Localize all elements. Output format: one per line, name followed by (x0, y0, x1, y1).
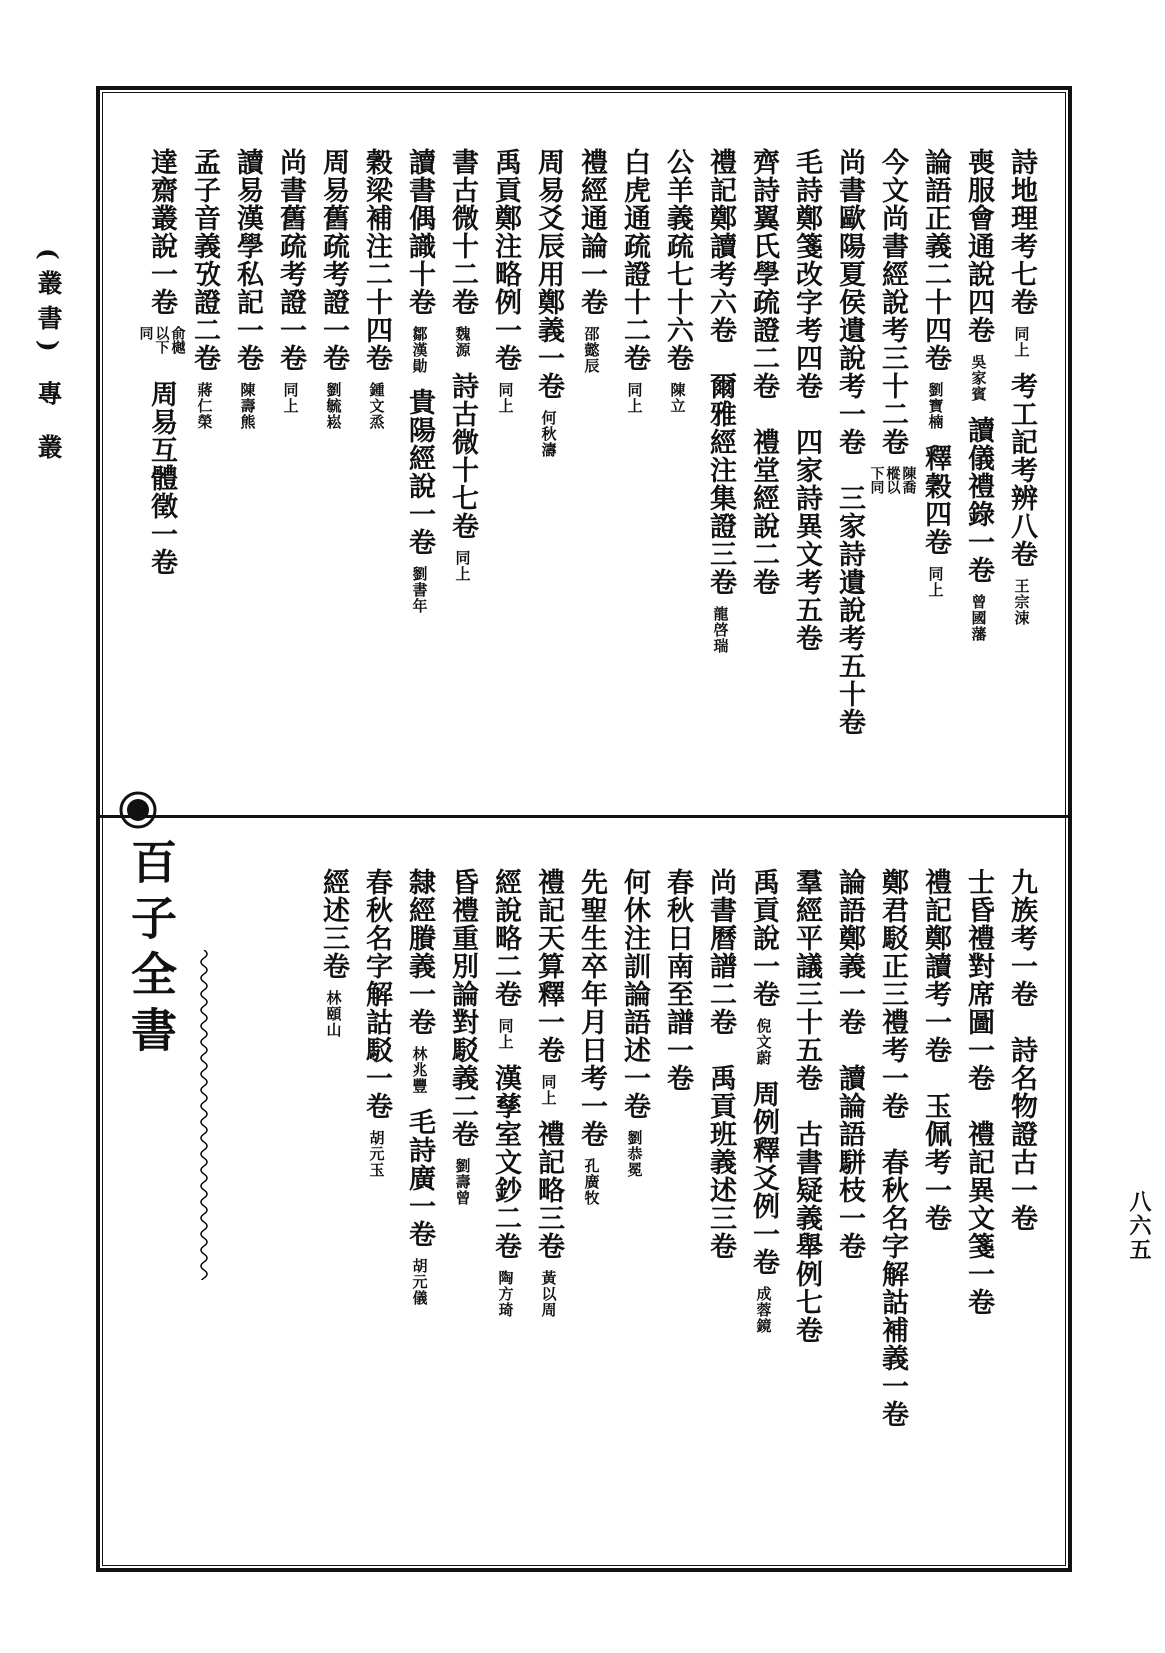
book-title: 讀書偶識十卷 (404, 148, 435, 316)
book-title: 禮經通論一卷 (576, 148, 607, 316)
entry-column (868, 148, 917, 798)
book-title: 書古微十二卷 (447, 148, 478, 316)
entry-column (957, 868, 1000, 1548)
book-title: 尚書舊疏考證一卷 (275, 148, 306, 372)
book-title: 釋穀四卷 (920, 444, 951, 556)
book-title: 禮記天算釋一卷 (533, 868, 564, 1064)
author-annotation: 劉毓崧 (324, 382, 343, 430)
book-title: 讀論語駢枝一卷 (834, 1064, 865, 1260)
author-annotation: 陳立 (668, 382, 687, 414)
author-annotation: 陳喬樅以下同 (868, 466, 917, 494)
horizontal-divider (100, 815, 1068, 818)
author-annotation: 胡元玉 (367, 1130, 386, 1178)
book-title: 先聖生卒年月日考一卷 (576, 868, 607, 1148)
book-title: 今文尚書經說考三十二卷 (877, 148, 908, 456)
entry-column (484, 868, 527, 1548)
entry-column (656, 868, 699, 1548)
book-title: 周例釋爻例一卷 (748, 1080, 779, 1276)
entry-column (312, 868, 355, 1548)
book-title: 禮記鄭讀考六卷 (705, 148, 736, 344)
entry-column (1000, 868, 1043, 1548)
author-annotation: 何秋濤 (539, 410, 558, 458)
book-title: 春秋名字解詁補義一卷 (877, 1148, 908, 1428)
entry-column (785, 148, 828, 798)
book-title: 經說略二卷 (490, 868, 521, 1008)
book-title: 論語正義二十四卷 (920, 148, 951, 372)
author-annotation: 同上 (281, 382, 300, 414)
entry-column (355, 148, 398, 798)
book-title: 漢孳室文鈔二卷 (490, 1064, 521, 1260)
book-title: 禮記略三卷 (533, 1120, 564, 1260)
book-title: 論語鄭義一卷 (834, 868, 865, 1036)
book-title: 詩地理考七卷 (1006, 148, 1037, 316)
book-title: 隸經賸義一卷 (404, 868, 435, 1036)
author-annotation: 劉寶楠 (926, 382, 945, 430)
author-annotation: 成蓉鏡 (754, 1286, 773, 1334)
entry-column (398, 868, 441, 1548)
book-title: 禹貢鄭注略例一卷 (490, 148, 521, 372)
book-title: 禹貢說一卷 (748, 868, 779, 1008)
entry-column (828, 868, 871, 1548)
entry-column (484, 148, 527, 798)
author-annotation: 蔣仁榮 (195, 382, 214, 430)
entry-column (914, 868, 957, 1548)
book-title: 喪服會通說四卷 (963, 148, 994, 344)
book-title: 讀儀禮錄一卷 (963, 416, 994, 584)
entry-column (398, 148, 441, 798)
entry-column (828, 148, 871, 798)
book-title: 禮記異文箋一卷 (963, 1120, 994, 1316)
entry-column (312, 148, 355, 798)
book-title: 四家詩異文考五卷 (791, 428, 822, 652)
entry-column (226, 148, 269, 798)
book-title: 禮堂經說二卷 (748, 428, 779, 596)
author-annotation: 林頤山 (324, 990, 343, 1038)
book-title: 玉佩考一卷 (920, 1092, 951, 1232)
lower-register (312, 868, 1043, 1548)
book-title: 毛詩廣一卷 (404, 1108, 435, 1248)
book-title: 詩古微十七卷 (447, 372, 478, 540)
section-bullet-icon (118, 790, 158, 830)
book-title: 讀易漢學私記一卷 (232, 148, 263, 372)
book-title: 三家詩遺說考五十卷 (834, 484, 865, 736)
entry-column (441, 148, 484, 798)
book-title: 穀梁補注二十四卷 (361, 148, 392, 372)
entry-column (785, 868, 828, 1548)
entry-column (699, 148, 742, 798)
book-title: 禹貢班義述三卷 (705, 1064, 736, 1260)
book-title: 古書疑義舉例七卷 (791, 1120, 822, 1344)
author-annotation: 劉恭冕 (625, 1130, 644, 1178)
book-title: 齊詩翼氏學疏證二卷 (748, 148, 779, 400)
book-title: 白虎通疏證十二卷 (619, 148, 650, 372)
entry-column (914, 148, 957, 798)
author-annotation: 同上 (539, 1074, 558, 1106)
book-title: 毛詩鄭箋改字考四卷 (791, 148, 822, 400)
entry-column (527, 148, 570, 798)
entry-column (570, 148, 613, 798)
book-title: 春秋名字解詁駁一卷 (361, 868, 392, 1120)
entry-column (742, 148, 785, 798)
entry-column (441, 868, 484, 1548)
author-annotation: 鍾文烝 (367, 382, 386, 430)
book-title: 公羊義疏七十六卷 (662, 148, 693, 372)
entry-column (1000, 148, 1043, 798)
book-title: 昏禮重別論對駁義二卷 (447, 868, 478, 1148)
entry-column (613, 868, 656, 1548)
author-annotation: 王宗涑 (1012, 578, 1031, 626)
book-title: 周易爻辰用鄭義一卷 (533, 148, 564, 400)
entry-column (183, 148, 226, 798)
author-annotation: 俞樾以下同 (137, 326, 186, 354)
author-annotation: 同上 (496, 382, 515, 414)
entry-column (527, 868, 570, 1548)
book-title: 春秋日南至譜一卷 (662, 868, 693, 1092)
author-annotation: 同上 (453, 550, 472, 582)
author-annotation: 曾國藩 (969, 594, 988, 642)
book-title: 考工記考辨八卷 (1006, 372, 1037, 568)
author-annotation: 黃以周 (539, 1270, 558, 1318)
author-annotation: 邵懿辰 (582, 326, 601, 374)
book-title: 達齋叢說一卷 (146, 148, 177, 316)
entry-column (871, 868, 914, 1548)
author-annotation: 孔廣牧 (582, 1158, 601, 1206)
entry-column (699, 868, 742, 1548)
book-title: 禮記鄭讀考一卷 (920, 868, 951, 1064)
upper-register (137, 148, 1043, 798)
page-number: 八六五 (1126, 1190, 1152, 1262)
author-annotation: 吳家賓 (969, 354, 988, 402)
author-annotation: 鄒漢勛 (410, 326, 429, 374)
entry-column (957, 148, 1000, 798)
entry-column (613, 148, 656, 798)
author-annotation: 劉書年 (410, 566, 429, 614)
entry-column (742, 868, 785, 1548)
book-title: 羣經平議三十五卷 (791, 868, 822, 1092)
book-title: 何休注訓論語述一卷 (619, 868, 650, 1120)
book-title: 詩名物證古一卷 (1006, 1036, 1037, 1232)
author-annotation: 魏源 (453, 326, 472, 358)
book-title: 士昏禮對席圖一卷 (963, 868, 994, 1092)
author-annotation: 胡元儀 (410, 1258, 429, 1306)
book-title: 九族考一卷 (1006, 868, 1037, 1008)
entry-column (570, 868, 613, 1548)
section-heading: 百子全書 (124, 838, 178, 1062)
entry-column (656, 148, 699, 798)
book-title: 尚書歐陽夏侯遺說考一卷 (834, 148, 865, 456)
book-title: 孟子音義攷證二卷 (189, 148, 220, 372)
author-annotation: 陶方琦 (496, 1270, 515, 1318)
book-title: 經述三卷 (318, 868, 349, 980)
author-annotation: 劉壽曾 (453, 1158, 472, 1206)
author-annotation: 倪文蔚 (754, 1018, 773, 1066)
book-title: 爾雅經注集證三卷 (705, 372, 736, 596)
margin-category-label: (叢書) 專 叢 (34, 248, 63, 470)
author-annotation: 同上 (496, 1018, 515, 1050)
book-title: 鄭君駁正三禮考一卷 (877, 868, 908, 1120)
entry-column (269, 148, 312, 798)
author-annotation: 林兆豐 (410, 1046, 429, 1094)
author-annotation: 龍啓瑞 (711, 606, 730, 654)
author-annotation: 同上 (1012, 326, 1031, 358)
book-title: 周易互體徵一卷 (146, 380, 177, 576)
wavy-rule (194, 950, 214, 1280)
book-title: 周易舊疏考證一卷 (318, 148, 349, 372)
author-annotation: 同上 (926, 566, 945, 598)
entry-column (355, 868, 398, 1548)
entry-column (137, 148, 186, 798)
book-title: 貴陽經說一卷 (404, 388, 435, 556)
author-annotation: 陳壽熊 (238, 382, 257, 430)
author-annotation: 同上 (625, 382, 644, 414)
book-title: 尚書曆譜二卷 (705, 868, 736, 1036)
